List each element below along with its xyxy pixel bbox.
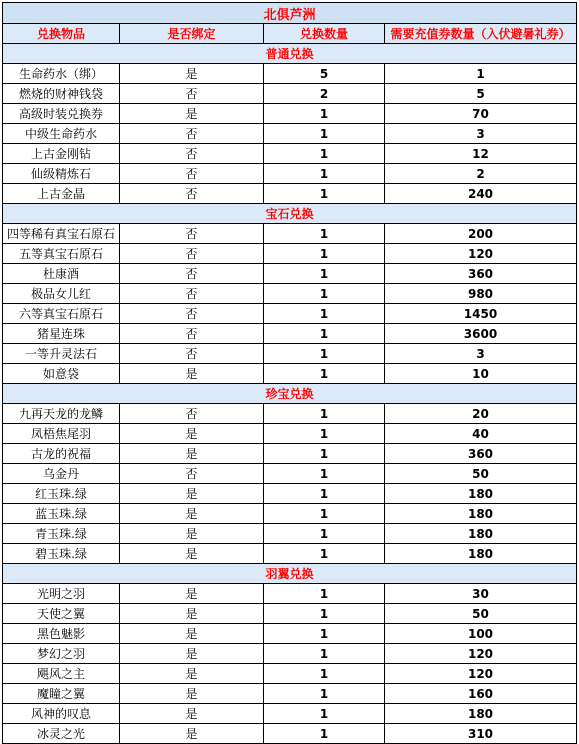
- item-name: 生命药水（绑）: [3, 64, 120, 84]
- table-row: [3, 464, 577, 484]
- voucher-cost: 180: [385, 524, 577, 544]
- section-title: 普通兑换: [3, 44, 577, 64]
- table-title: 北俱芦洲: [3, 3, 577, 24]
- table-row: [3, 164, 577, 184]
- section-title: 珍宝兑换: [3, 384, 577, 404]
- exchange-quantity: 1: [264, 724, 385, 744]
- voucher-cost: 180: [385, 504, 577, 524]
- item-name: 飓风之主: [3, 664, 120, 684]
- bound-flag: 否: [120, 284, 264, 304]
- section-title: 羽翼兑换: [3, 564, 577, 584]
- voucher-cost: 20: [385, 404, 577, 424]
- bound-flag: 否: [120, 124, 264, 144]
- voucher-cost: 180: [385, 544, 577, 564]
- exchange-quantity: 1: [264, 704, 385, 724]
- exchange-quantity: 1: [264, 184, 385, 204]
- voucher-cost: 240: [385, 184, 577, 204]
- table-row: [3, 624, 577, 644]
- item-name: 蓝玉珠.绿: [3, 504, 120, 524]
- section-row: [3, 44, 577, 64]
- exchange-quantity: 1: [264, 104, 385, 124]
- item-name: 上古金刚钻: [3, 144, 120, 164]
- item-name: 六等真宝石原石: [3, 304, 120, 324]
- voucher-cost: 360: [385, 264, 577, 284]
- table-row: [3, 224, 577, 244]
- item-name: 魔瞳之翼: [3, 684, 120, 704]
- exchange-quantity: 1: [264, 424, 385, 444]
- bound-flag: 否: [120, 84, 264, 104]
- table-row: [3, 184, 577, 204]
- exchange-quantity: 1: [264, 604, 385, 624]
- voucher-cost: 160: [385, 684, 577, 704]
- exchange-quantity: 1: [264, 144, 385, 164]
- title-row: [3, 3, 577, 24]
- voucher-cost: 1: [385, 64, 577, 84]
- bound-flag: 否: [120, 404, 264, 424]
- item-name: 冰灵之光: [3, 724, 120, 744]
- exchange-quantity: 2: [264, 84, 385, 104]
- voucher-cost: 50: [385, 604, 577, 624]
- bound-flag: 是: [120, 724, 264, 744]
- exchange-quantity: 1: [264, 484, 385, 504]
- table-row: [3, 104, 577, 124]
- header-row: [3, 24, 577, 44]
- voucher-cost: 180: [385, 704, 577, 724]
- item-name: 古龙的祝福: [3, 444, 120, 464]
- item-name: 九再天龙的龙鳞: [3, 404, 120, 424]
- exchange-quantity: 1: [264, 124, 385, 144]
- exchange-quantity: 1: [264, 444, 385, 464]
- item-name: 天使之翼: [3, 604, 120, 624]
- bound-flag: 是: [120, 584, 264, 604]
- bound-flag: 否: [120, 324, 264, 344]
- bound-flag: 否: [120, 304, 264, 324]
- voucher-cost: 3: [385, 344, 577, 364]
- item-name: 高级时装兑换券: [3, 104, 120, 124]
- section-title: 宝石兑换: [3, 204, 577, 224]
- table-row: [3, 444, 577, 464]
- bound-flag: 是: [120, 704, 264, 724]
- item-name: 梦幻之羽: [3, 644, 120, 664]
- exchange-quantity: 1: [264, 264, 385, 284]
- exchange-quantity: 1: [264, 544, 385, 564]
- exchange-quantity: 1: [264, 684, 385, 704]
- bound-flag: 否: [120, 144, 264, 164]
- table-row: [3, 644, 577, 664]
- column-header-voucher-cost: 需要充值券数量（入伏避暑礼券）: [385, 24, 577, 44]
- table-row: [3, 504, 577, 524]
- exchange-table-body: [3, 3, 577, 744]
- table-row: [3, 264, 577, 284]
- column-header-quantity: 兑换数量: [264, 24, 385, 44]
- bound-flag: 是: [120, 684, 264, 704]
- item-name: 杜康酒: [3, 264, 120, 284]
- voucher-cost: 360: [385, 444, 577, 464]
- bound-flag: 是: [120, 524, 264, 544]
- exchange-quantity: 1: [264, 164, 385, 184]
- section-row: [3, 564, 577, 584]
- exchange-quantity: 1: [264, 324, 385, 344]
- item-name: 光明之羽: [3, 584, 120, 604]
- exchange-quantity: 1: [264, 404, 385, 424]
- exchange-quantity: 1: [264, 304, 385, 324]
- voucher-cost: 3600: [385, 324, 577, 344]
- bound-flag: 否: [120, 464, 264, 484]
- voucher-cost: 40: [385, 424, 577, 444]
- table-row: [3, 144, 577, 164]
- exchange-table: [2, 2, 577, 744]
- table-row: [3, 604, 577, 624]
- bound-flag: 是: [120, 104, 264, 124]
- voucher-cost: 980: [385, 284, 577, 304]
- bound-flag: 是: [120, 424, 264, 444]
- section-row: [3, 204, 577, 224]
- bound-flag: 是: [120, 664, 264, 684]
- table-row: [3, 584, 577, 604]
- bound-flag: 是: [120, 64, 264, 84]
- bound-flag: 是: [120, 504, 264, 524]
- voucher-cost: 50: [385, 464, 577, 484]
- voucher-cost: 120: [385, 664, 577, 684]
- voucher-cost: 5: [385, 84, 577, 104]
- item-name: 碧玉珠.绿: [3, 544, 120, 564]
- exchange-quantity: 1: [264, 284, 385, 304]
- table-row: [3, 724, 577, 744]
- exchange-quantity: 1: [264, 344, 385, 364]
- bound-flag: 是: [120, 544, 264, 564]
- bound-flag: 是: [120, 364, 264, 384]
- voucher-cost: 1450: [385, 304, 577, 324]
- voucher-cost: 2: [385, 164, 577, 184]
- bound-flag: 是: [120, 604, 264, 624]
- item-name: 上古金晶: [3, 184, 120, 204]
- voucher-cost: 12: [385, 144, 577, 164]
- table-row: [3, 344, 577, 364]
- exchange-quantity: 1: [264, 624, 385, 644]
- item-name: 中级生命药水: [3, 124, 120, 144]
- voucher-cost: 100: [385, 624, 577, 644]
- table-row: [3, 324, 577, 344]
- bound-flag: 否: [120, 184, 264, 204]
- exchange-quantity: 1: [264, 584, 385, 604]
- table-row: [3, 664, 577, 684]
- voucher-cost: 3: [385, 124, 577, 144]
- bound-flag: 是: [120, 444, 264, 464]
- bound-flag: 是: [120, 484, 264, 504]
- item-name: 如意袋: [3, 364, 120, 384]
- table-row: [3, 544, 577, 564]
- bound-flag: 否: [120, 224, 264, 244]
- bound-flag: 否: [120, 264, 264, 284]
- bound-flag: 否: [120, 244, 264, 264]
- item-name: 五等真宝石原石: [3, 244, 120, 264]
- item-name: 风神的叹息: [3, 704, 120, 724]
- table-row: [3, 364, 577, 384]
- column-header-bound: 是否绑定: [120, 24, 264, 44]
- item-name: 猪星连珠: [3, 324, 120, 344]
- table-row: [3, 304, 577, 324]
- item-name: 红玉珠.绿: [3, 484, 120, 504]
- bound-flag: 否: [120, 344, 264, 364]
- table-row: [3, 64, 577, 84]
- item-name: 青玉珠.绿: [3, 524, 120, 544]
- voucher-cost: 120: [385, 244, 577, 264]
- table-row: [3, 704, 577, 724]
- bound-flag: 是: [120, 644, 264, 664]
- item-name: 黑色魅影: [3, 624, 120, 644]
- voucher-cost: 180: [385, 484, 577, 504]
- column-header-item: 兑换物品: [3, 24, 120, 44]
- item-name: 一等升灵法石: [3, 344, 120, 364]
- exchange-quantity: 1: [264, 464, 385, 484]
- exchange-quantity: 1: [264, 524, 385, 544]
- exchange-quantity: 1: [264, 364, 385, 384]
- table-row: [3, 404, 577, 424]
- voucher-cost: 10: [385, 364, 577, 384]
- exchange-quantity: 1: [264, 504, 385, 524]
- voucher-cost: 310: [385, 724, 577, 744]
- voucher-cost: 200: [385, 224, 577, 244]
- table-row: [3, 84, 577, 104]
- voucher-cost: 120: [385, 644, 577, 664]
- table-row: [3, 684, 577, 704]
- table-row: [3, 484, 577, 504]
- section-row: [3, 384, 577, 404]
- exchange-quantity: 5: [264, 64, 385, 84]
- table-row: [3, 284, 577, 304]
- item-name: 乌金丹: [3, 464, 120, 484]
- table-row: [3, 524, 577, 544]
- bound-flag: 是: [120, 624, 264, 644]
- exchange-quantity: 1: [264, 644, 385, 664]
- item-name: 四等稀有真宝石原石: [3, 224, 120, 244]
- table-row: [3, 124, 577, 144]
- exchange-quantity: 1: [264, 664, 385, 684]
- item-name: 极品女儿红: [3, 284, 120, 304]
- voucher-cost: 30: [385, 584, 577, 604]
- bound-flag: 否: [120, 164, 264, 184]
- table-row: [3, 244, 577, 264]
- table-row: [3, 424, 577, 444]
- exchange-quantity: 1: [264, 244, 385, 264]
- item-name: 凤梧焦尾羽: [3, 424, 120, 444]
- item-name: 仙级精炼石: [3, 164, 120, 184]
- item-name: 燃烧的财神钱袋: [3, 84, 120, 104]
- voucher-cost: 70: [385, 104, 577, 124]
- exchange-quantity: 1: [264, 224, 385, 244]
